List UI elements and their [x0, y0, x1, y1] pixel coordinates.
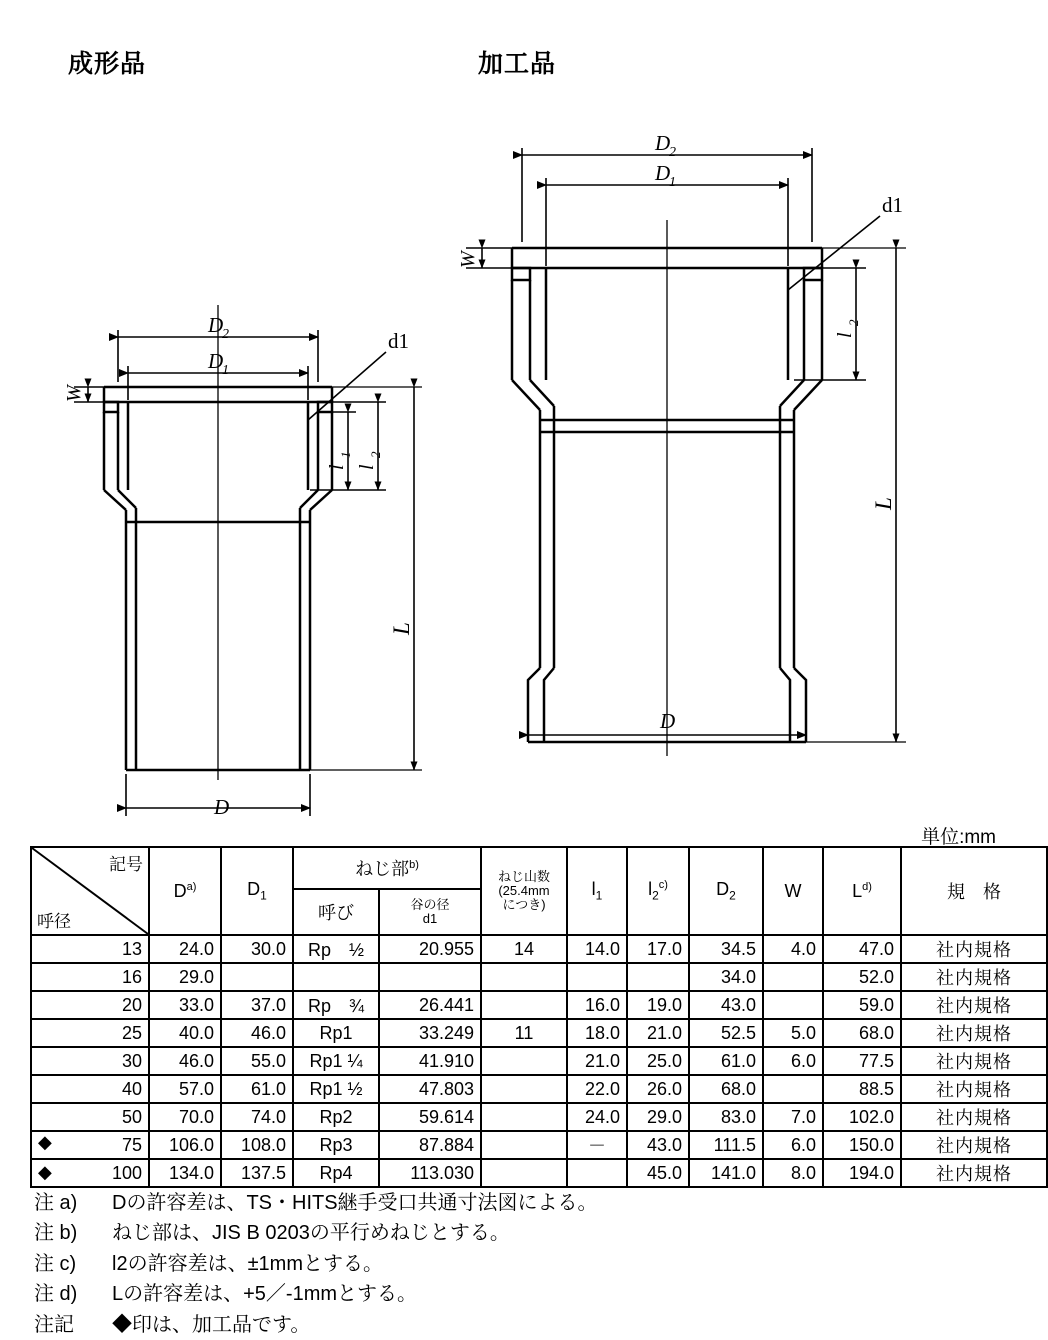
cell-D1: 137.5	[221, 1159, 293, 1187]
table-row[interactable]	[31, 1103, 1047, 1131]
cell-D: 70.0	[149, 1103, 221, 1131]
cell-yobi: Rp ½	[293, 935, 379, 963]
cell-standard: 社内規格	[901, 1019, 1047, 1047]
cell-thread-count	[481, 1047, 567, 1075]
note-d-key: 注 d)	[34, 1283, 78, 1306]
cell-yobikei: 75	[31, 1131, 149, 1159]
cell-thread-count	[481, 1075, 567, 1103]
note-d	[34, 1279, 994, 1309]
cell-D: 134.0	[149, 1159, 221, 1187]
header-W: W	[763, 847, 823, 935]
cell-D: 57.0	[149, 1075, 221, 1103]
cell-L: 150.0	[823, 1131, 901, 1159]
cell-W	[763, 1075, 823, 1103]
table-row[interactable]	[31, 963, 1047, 991]
svg-text:2: 2	[669, 145, 676, 160]
cell-l2: 45.0	[627, 1159, 689, 1187]
table-body	[31, 935, 1047, 1187]
cell-L: 77.5	[823, 1047, 901, 1075]
cell-standard: 社内規格	[901, 1075, 1047, 1103]
note-d-text: Lの許容差は、+5／-1mmとする。	[112, 1283, 418, 1306]
note-c	[34, 1249, 994, 1279]
cell-W: 5.0	[763, 1019, 823, 1047]
cell-D2: 141.0	[689, 1159, 763, 1187]
cell-yobikei: 16	[31, 963, 149, 991]
note-c-text: l2の許容差は、±1mmとする。	[112, 1252, 383, 1275]
table-row[interactable]	[31, 1159, 1047, 1187]
cell-D1: 46.0	[221, 1019, 293, 1047]
cell-l2: 19.0	[627, 991, 689, 1019]
cell-yobikei: 25	[31, 1019, 149, 1047]
cell-D: 24.0	[149, 935, 221, 963]
cell-standard: 社内規格	[901, 1131, 1047, 1159]
cell-l2: 25.0	[627, 1047, 689, 1075]
svg-text:1: 1	[669, 175, 676, 190]
cell-l2: 29.0	[627, 1103, 689, 1131]
table-row[interactable]	[31, 1075, 1047, 1103]
cell-D: 106.0	[149, 1131, 221, 1159]
svg-text:l: l	[834, 332, 856, 338]
cell-yobi	[293, 963, 379, 991]
cell-L: 59.0	[823, 991, 901, 1019]
svg-text:d1: d1	[882, 193, 903, 217]
cell-standard: 社内規格	[901, 991, 1047, 1019]
cell-D2: 61.0	[689, 1047, 763, 1075]
cell-root-diameter: 20.955	[379, 935, 481, 963]
cell-yobi: Rp ¾	[293, 991, 379, 1019]
cell-l1: 24.0	[567, 1103, 627, 1131]
header-yobikei-label: 呼径	[37, 912, 71, 931]
note-a-text: Dの許容差は、TS・HITS継手受口共通寸法図による。	[112, 1192, 598, 1214]
cell-yobi: Rp1 ¼	[293, 1047, 379, 1075]
cell-D: 46.0	[149, 1047, 221, 1075]
cell-standard: 社内規格	[901, 963, 1047, 991]
cell-D1: 30.0	[221, 935, 293, 963]
header-D2: $D_2$	[689, 847, 763, 935]
cell-standard: 社内規格	[901, 935, 1047, 963]
header-thread-group: ねじ部$^{b)}$	[293, 847, 481, 889]
cell-l2: 43.0	[627, 1131, 689, 1159]
cell-D2: 68.0	[689, 1075, 763, 1103]
svg-text:1: 1	[222, 363, 229, 378]
cell-l2	[627, 963, 689, 991]
header-standard: 規 格	[901, 847, 1047, 935]
svg-text:D: D	[655, 131, 671, 155]
note-a-key: 注 a)	[34, 1192, 78, 1214]
cell-thread-count	[481, 963, 567, 991]
cell-l1: 21.0	[567, 1047, 627, 1075]
table-row[interactable]	[31, 991, 1047, 1019]
header-D1: $D_1$	[221, 847, 293, 935]
note-b	[34, 1218, 994, 1248]
cell-D1: 74.0	[221, 1103, 293, 1131]
cell-thread-count	[481, 1103, 567, 1131]
cell-root-diameter: 47.803	[379, 1075, 481, 1103]
svg-text:d1: d1	[388, 329, 409, 353]
cell-L: 47.0	[823, 935, 901, 963]
cell-D2: 34.5	[689, 935, 763, 963]
header-corner-cell	[31, 847, 149, 935]
cell-l2: 21.0	[627, 1019, 689, 1047]
notes-block	[34, 1188, 994, 1340]
header-yobi: 呼び	[293, 889, 379, 935]
table-header-row-1	[31, 847, 1047, 889]
cell-D1	[221, 963, 293, 991]
svg-text:D: D	[208, 313, 224, 337]
cell-D: 29.0	[149, 963, 221, 991]
cell-yobi: Rp1 ½	[293, 1075, 379, 1103]
cell-l1	[567, 963, 627, 991]
svg-text:D: D	[208, 349, 224, 373]
row-mark-75: ◆	[38, 1132, 52, 1152]
svg-text:1: 1	[338, 451, 353, 458]
svg-text:l: l	[326, 464, 348, 470]
cell-root-diameter: 87.884	[379, 1131, 481, 1159]
cell-W	[763, 963, 823, 991]
row-mark-100: ◆	[38, 1162, 52, 1182]
cell-l1: 16.0	[567, 991, 627, 1019]
cell-standard: 社内規格	[901, 1103, 1047, 1131]
svg-text:2: 2	[368, 451, 383, 458]
header-root-diameter: 谷の径 d1	[379, 889, 481, 935]
cell-L: 88.5	[823, 1075, 901, 1103]
svg-text:D: D	[655, 161, 671, 185]
technical-drawing	[0, 90, 1024, 819]
spec-table-wrapper	[30, 846, 1012, 1188]
cell-L: 194.0	[823, 1159, 901, 1187]
cell-yobi: Rp2	[293, 1103, 379, 1131]
header-kigou-label: 記号	[109, 855, 143, 874]
cell-yobikei: 30	[31, 1047, 149, 1075]
cell-thread-count	[481, 1159, 567, 1187]
spec-table	[30, 846, 1048, 1188]
cell-D2: 52.5	[689, 1019, 763, 1047]
cell-W: 6.0	[763, 1047, 823, 1075]
cell-L: 102.0	[823, 1103, 901, 1131]
cell-yobi: Rp3	[293, 1131, 379, 1159]
cell-yobikei: 40	[31, 1075, 149, 1103]
cell-D1: 61.0	[221, 1075, 293, 1103]
cell-thread-count: 14	[481, 935, 567, 963]
cell-standard: 社内規格	[901, 1047, 1047, 1075]
cell-root-diameter: 59.614	[379, 1103, 481, 1131]
cell-l1: 14.0	[567, 935, 627, 963]
cell-W: 8.0	[763, 1159, 823, 1187]
cell-l1: 18.0	[567, 1019, 627, 1047]
cell-D2: 83.0	[689, 1103, 763, 1131]
cell-W: 4.0	[763, 935, 823, 963]
table-row[interactable]	[31, 1047, 1047, 1075]
table-row[interactable]	[31, 1131, 1047, 1159]
cell-D2: 111.5	[689, 1131, 763, 1159]
cell-root-diameter: 113.030	[379, 1159, 481, 1187]
cell-L: 68.0	[823, 1019, 901, 1047]
svg-text:W: W	[457, 251, 479, 268]
svg-text:W: W	[63, 385, 85, 402]
cell-D2: 34.0	[689, 963, 763, 991]
note-a	[34, 1188, 994, 1218]
note-b-key: 注 b)	[34, 1222, 78, 1245]
cell-l1: －	[567, 1131, 627, 1159]
header-l2: $l_2^{c)}$	[627, 847, 689, 935]
note-remark-text: ◆印は、加工品です。	[112, 1313, 311, 1336]
note-c-key: 注 c)	[34, 1252, 77, 1275]
cell-D: 33.0	[149, 991, 221, 1019]
cell-root-diameter: 33.249	[379, 1019, 481, 1047]
cell-D1: 55.0	[221, 1047, 293, 1075]
cell-L: 52.0	[823, 963, 901, 991]
cell-D2: 43.0	[689, 991, 763, 1019]
header-thread-count: ねじ山数 (25.4mm につき)	[481, 847, 567, 935]
cell-thread-count	[481, 991, 567, 1019]
cell-standard: 社内規格	[901, 1159, 1047, 1187]
svg-text:D: D	[214, 795, 230, 819]
cell-D1: 37.0	[221, 991, 293, 1019]
cell-yobikei: 50	[31, 1103, 149, 1131]
cell-W	[763, 991, 823, 1019]
header-l1: $l_1$	[567, 847, 627, 935]
cell-yobi: Rp4	[293, 1159, 379, 1187]
note-b-text: ねじ部は、JIS B 0203の平行めねじとする。	[112, 1222, 510, 1245]
heading-molded-product: 成形品	[68, 50, 147, 78]
heading-machined-product: 加工品	[478, 50, 557, 78]
cell-l2: 26.0	[627, 1075, 689, 1103]
unit-label: 単位:mm	[921, 827, 996, 848]
svg-text:L: L	[871, 497, 896, 510]
cell-l1: 22.0	[567, 1075, 627, 1103]
cell-thread-count	[481, 1131, 567, 1159]
table-row[interactable]	[31, 935, 1047, 963]
cell-yobikei: 100	[31, 1159, 149, 1187]
svg-text:D: D	[660, 709, 676, 733]
cell-root-diameter: 26.441	[379, 991, 481, 1019]
cell-yobi: Rp1	[293, 1019, 379, 1047]
header-D: $D^{a)}$	[149, 847, 221, 935]
cell-yobikei: 13	[31, 935, 149, 963]
svg-text:2: 2	[222, 327, 229, 342]
cell-root-diameter: 41.910	[379, 1047, 481, 1075]
svg-text:2: 2	[846, 319, 861, 326]
cell-l2: 17.0	[627, 935, 689, 963]
cell-W: 6.0	[763, 1131, 823, 1159]
cell-yobikei: 20	[31, 991, 149, 1019]
table-row[interactable]	[31, 1019, 1047, 1047]
note-remark-key: 注記	[34, 1313, 74, 1336]
note-remark	[34, 1310, 994, 1340]
svg-text:L: L	[389, 622, 414, 635]
cell-D1: 108.0	[221, 1131, 293, 1159]
svg-text:l: l	[356, 464, 378, 470]
cell-l1	[567, 1159, 627, 1187]
cell-W: 7.0	[763, 1103, 823, 1131]
cell-thread-count: 11	[481, 1019, 567, 1047]
cell-D: 40.0	[149, 1019, 221, 1047]
header-L: $L^{d)}$	[823, 847, 901, 935]
cell-root-diameter	[379, 963, 481, 991]
